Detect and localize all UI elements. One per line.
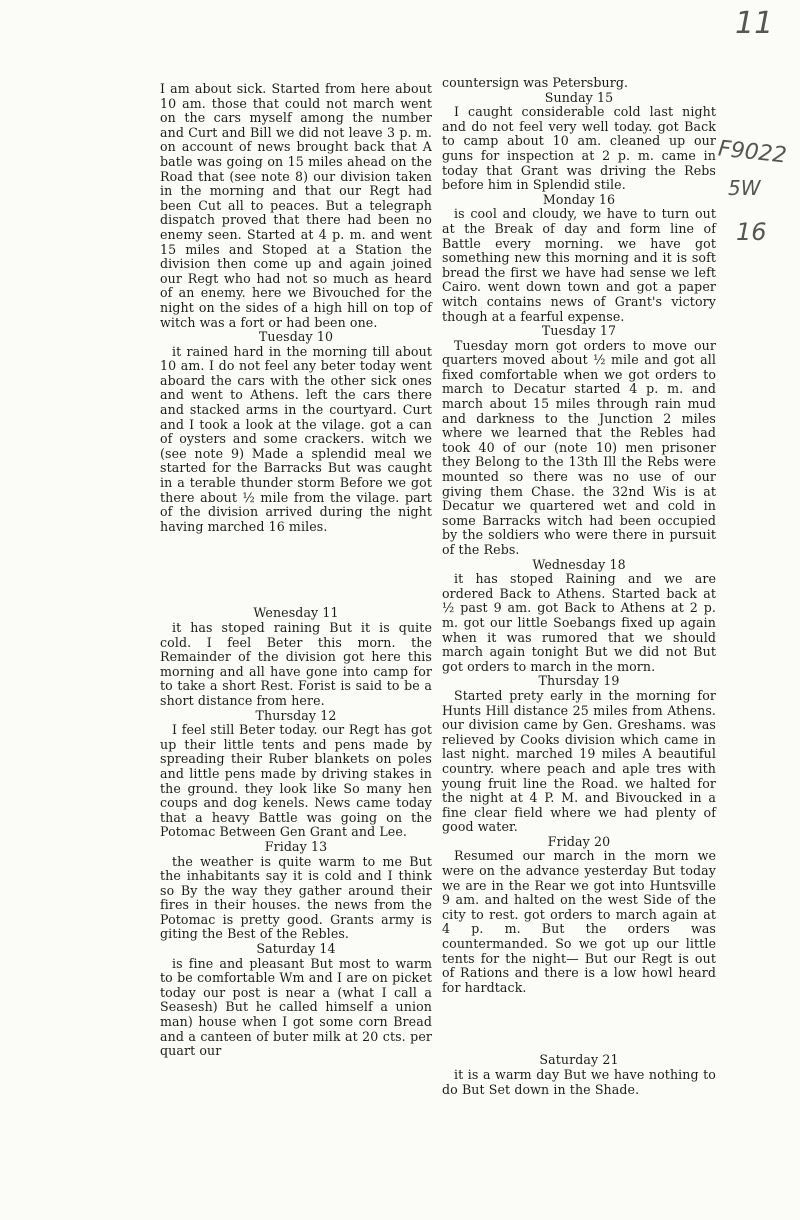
- entry-heading: Saturday 21: [539, 1052, 619, 1068]
- entry-heading: Friday 20: [547, 833, 611, 849]
- right-column: [442, 76, 716, 1097]
- margin-code-1: F9022: [716, 136, 788, 169]
- entry-text: I feel still Beter today. our Regt has got up their little tents and pens made by spreading their Ruber blankets on poles and little pens made by driving stakes in the ground. they look like So many hen coups and dog kenels. News came today that a heavy Battle was going on the Potomac Between Gen Grant and Lee.: [160, 722, 432, 840]
- entry-text: Started prety early in the morning for Hunts Hill distance 25 miles from Athens. our division came by Gen. Greshams. was relieved by Cooks division which came in last night. marched 19 miles A beautiful country. where peach and aple tres with young fruit line the Road. we halted for the night at 4 P. M. and Bivoucked in a fine clear field where we had plenty of good water.: [442, 687, 716, 835]
- entry-text: is fine and pleasant But most to warm to be comfortable Wm and I are on picket today our post is near a (what I call a Seasesh) But he called himself a union man) house when I got some corn Bread and a canteen of buter milk at 20 cts. per quart our: [160, 955, 432, 1059]
- column-gap: [160, 534, 432, 606]
- entry-heading: Friday 13: [264, 838, 328, 854]
- entry-text: is cool and cloudy, we have to turn out at the Break of day and form line of Battle every morning. we have got something new this morning and it is soft bread the first we have had sense we left Cairo. went down town and got a paper witch contains news of Grant's victory though at a fearful expense.: [442, 206, 716, 324]
- entry-text: it has stoped Raining and we are ordered Back to Athens. Started back at ½ past 9 am. got Back to Athens at 2 p. m. got our little Soebangs fixed up again when it was rumored that we should march again tonight But we did not But got orders to march in the morn.: [442, 571, 716, 674]
- entry-text: Resumed our march in the morn we were on the advance yesterday But today we are in the Rear we got into Huntsville 9 am. and halted on the west Side of the city to rest. got orders to march again at 4 p. m. But the orders was countermanded. So we got up our little tents for the night— But our Regt is out of Rations and there is a low howl heard for hardtack.: [442, 848, 716, 995]
- page-number: 11: [735, 6, 774, 41]
- entry-text: the weather is quite warm to me But the inhabitants say it is cold and I think so By the way they gather around their fires in their houses. the news from the Potomac is pretty good. Grants army is giting the Best of the Rebles.: [160, 853, 432, 942]
- entry-text: countersign was Petersburg.: [442, 75, 629, 90]
- entry-text: it rained hard in the morning till about 10 am. I do not feel any beter today went aboard the cars with the other sick ones and went to Athens. left the cars there and stacked arms in the courtyard. Curt and I took a look at the vilage. got a can of oysters and some crackers. witch we (see note 9) Made a splendid meal we started for the Barracks But was caught in a terable thunder storm Before we got there about ½ mile from the vilage. part of the division arrived during the night having marched 16 miles.: [160, 343, 432, 534]
- entry-heading: Wednesday 18: [532, 556, 626, 572]
- entry-heading: Wenesday 11: [253, 605, 339, 621]
- margin-code-2: 5W: [728, 176, 761, 200]
- entry-heading: Saturday 14: [256, 941, 336, 957]
- entry-text: Tuesday morn got orders to move our quarters moved about ½ mile and got all fixed comfortable when we got orders to march to Decatur started 4 p. m. and march about 15 miles through rain mud and darkness to the Junction 2 miles where we learned that the Rebles had took 40 of our (note 10) men prisoner they Belong to the 13th Ill the Rebs were mounted so there was no use of our giving them Chase. the 32nd Wis is at Decatur we quartered wet and cold in some Barracks witch had been occupied by the soldiers who were there in pursuit of the Rebs.: [442, 337, 716, 557]
- entry-text: it is a warm day But we have nothing to do But Set down in the Shade.: [442, 1067, 716, 1097]
- entry-text: I caught considerable cold last night and do not feel very well today. got Back to camp about 10 am. cleaned up our guns for inspection at 2 p. m. came in today that Grant was driving the Rebs before him in Splendid stile.: [442, 104, 716, 193]
- entry-heading: Sunday 15: [544, 89, 614, 105]
- entry-heading: Thursday 19: [538, 673, 620, 689]
- entry-text: I am about sick. Started from here about 10 am. those that could not march went on the cars myself among the number and Curt and Bill we did not leave 3 p. m. on account of news brought back that A batle was going on 15 miles ahead on the Road that (see note 8) our division taken in the morning and that our Regt had been Cut all to peaces. But a telegraph dispatch proved that there had been no enemy seen. Started at 4 p. m. and went 15 miles and Stoped at a Station the division then come up and again joined our Regt who had not so much as heard of an enemy. here we Bivouched for the night on the sides of a high hill on top of witch was a fort or had been one.: [160, 81, 432, 330]
- entry-heading: Tuesday 10: [258, 329, 334, 345]
- entry-heading: Thursday 12: [255, 707, 337, 723]
- left-column: [160, 82, 432, 1059]
- entry-text: it has stoped raining But it is quite cold. I feel Beter this morn. the Remainder of the division got here this morning and all have gone into camp for to take a short Rest. Forist is said to be a short distance from here.: [160, 620, 432, 708]
- margin-code-3: 16: [736, 218, 767, 246]
- entry-heading: Tuesday 17: [541, 323, 617, 339]
- column-gap: [442, 995, 716, 1053]
- entry-heading: Monday 16: [542, 191, 616, 207]
